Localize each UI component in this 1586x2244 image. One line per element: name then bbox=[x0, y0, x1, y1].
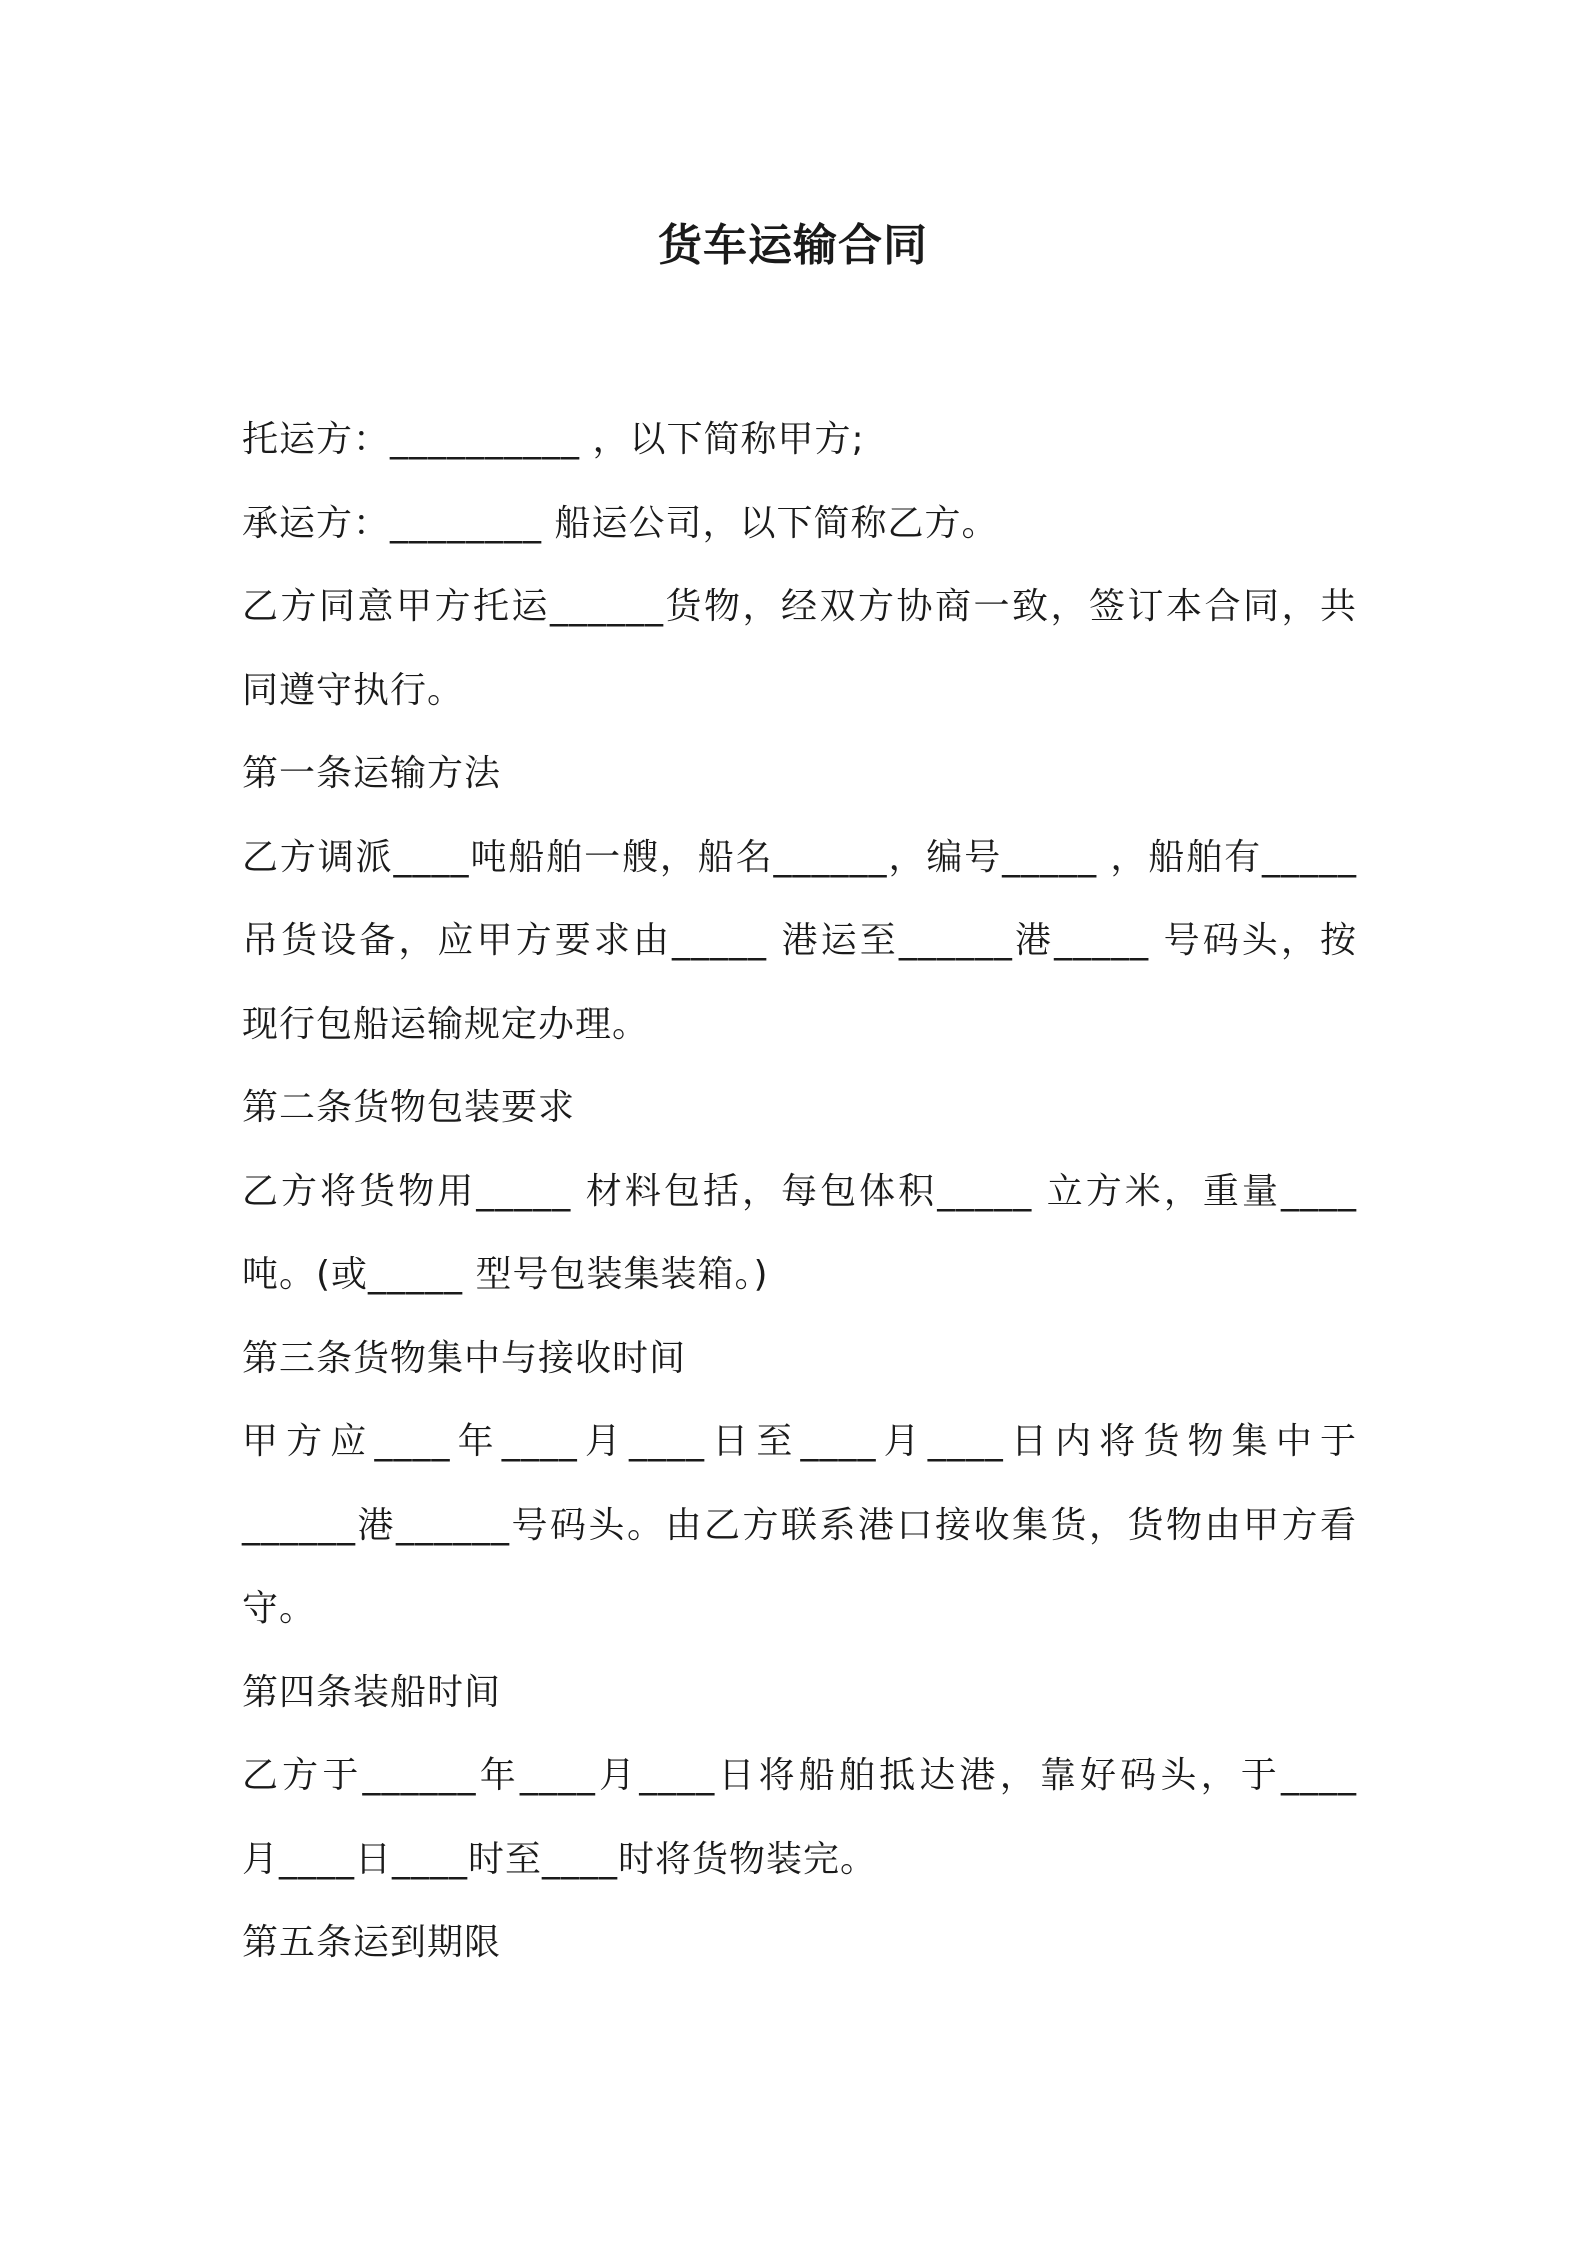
article-4-text: 月____日____时至____时将货物装完。 bbox=[242, 1838, 878, 1880]
article-5-heading: 第五条运到期限 bbox=[242, 1922, 502, 1963]
article-2-text: 吨。(或_____ 型号包装集装箱。) bbox=[242, 1254, 769, 1295]
article-1-text: 现行包船运输规定办理。 bbox=[242, 1003, 650, 1045]
agreement-line-end: 同遵守执行。 bbox=[242, 669, 465, 711]
agreement-line: 乙方同意甲方托运______货物，经双方协商一致，签订本合同，共 bbox=[242, 586, 1357, 627]
article-1-text: 乙方调派____吨船舶一艘，船名______，编号_____ ，船舶有_____ bbox=[242, 836, 1357, 878]
carrier-line: 承运方：________ 船运公司，以下简称乙方。 bbox=[242, 502, 999, 544]
article-3-heading: 第三条货物集中与接收时间 bbox=[242, 1337, 687, 1379]
article-3-text: 守。 bbox=[242, 1588, 317, 1629]
article-1-text: 吊货设备，应甲方要求由_____ 港运至______港_____ 号码头，按 bbox=[242, 920, 1357, 961]
document-body bbox=[242, 398, 1357, 1985]
article-4-heading: 第四条装船时间 bbox=[242, 1671, 502, 1713]
article-3-text: 甲方应____年____月____日至____月____日内将货物集中于 bbox=[242, 1421, 1357, 1462]
article-2-text: 乙方将货物用_____ 材料包括，每包体积_____ 立方米，重量____ bbox=[242, 1170, 1357, 1212]
article-3-text: ______港______号码头。由乙方联系港口接收集货，货物由甲方看 bbox=[242, 1504, 1357, 1546]
document-title: 货车运输合同 bbox=[658, 220, 928, 271]
article-1-heading: 第一条运输方法 bbox=[242, 753, 502, 794]
consignor-line: 托运方：__________ ，以下简称甲方; bbox=[242, 419, 865, 460]
article-4-text: 乙方于______年____月____日将船舶抵达港，靠好码头，于____ bbox=[242, 1755, 1357, 1796]
article-2-heading: 第二条货物包装要求 bbox=[242, 1087, 576, 1128]
